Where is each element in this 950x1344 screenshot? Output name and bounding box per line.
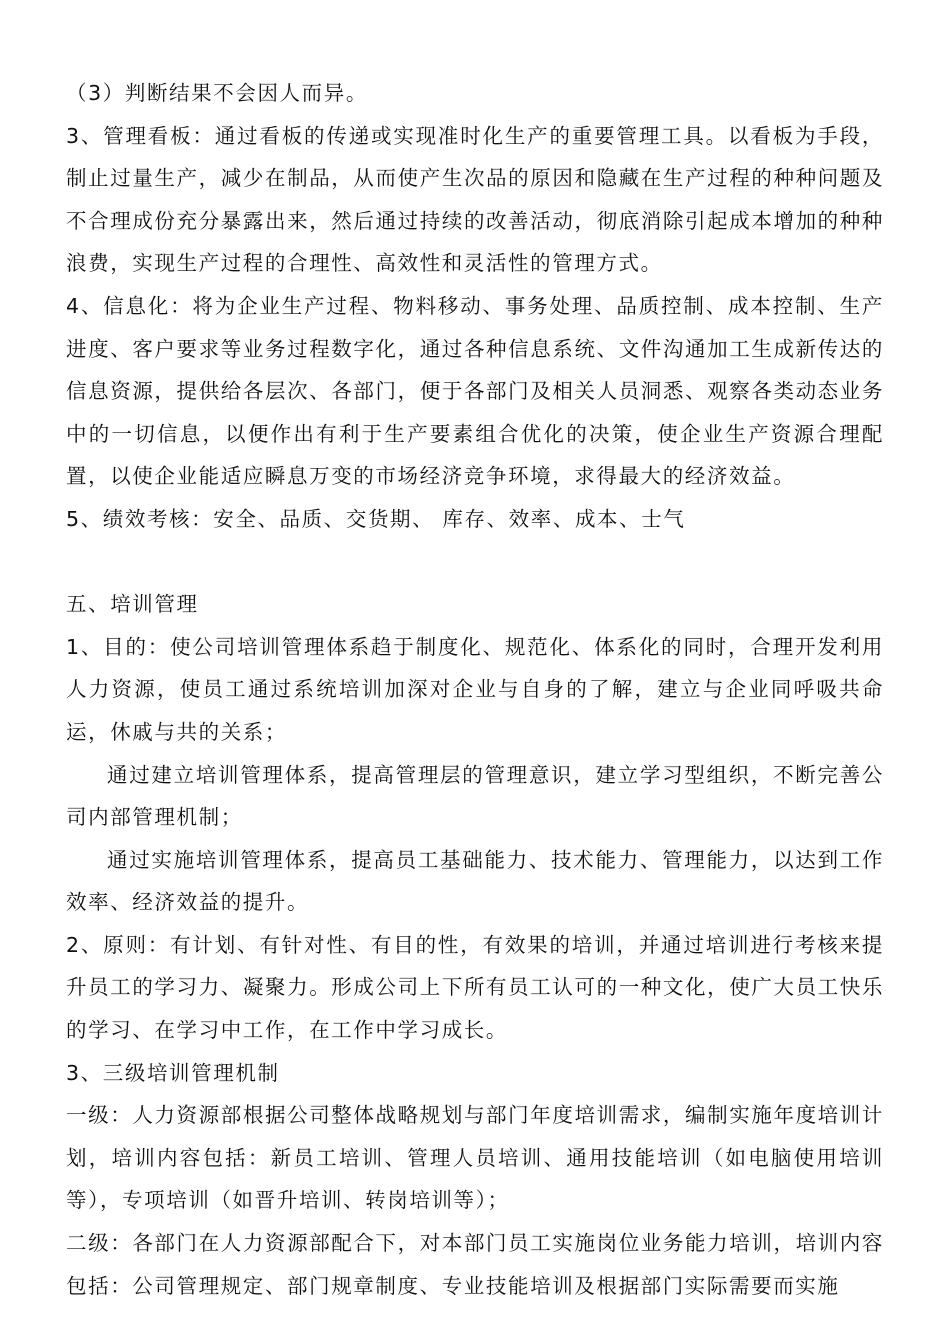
paragraph-training-principle: 2、原则：有计划、有针对性、有目的性，有效果的培训，并通过培训进行考核来提升员工的学习力、凝聚力。形成公司上下所有员工认可的一种文化，使广大员工快乐的学习、在学习中工作，在工作中学习成长。	[66, 932, 884, 1043]
paragraph-management-kanban: 3、管理看板：通过看板的传递或实现准时化生产的重要管理工具。以看板为手段，制止过量生产，减少在制品，从而使产生次品的原因和隐藏在生产过程的种种问题及不合理成份充分暴露出来，然后通过持续的改善活动，彻底消除引起成本增加的种种浪费，实现生产过程的合理性、高效性和灵活性的管理方式。	[66, 123, 884, 276]
paragraph-training-purpose: 1、目的：使公司培训管理体系趋于制度化、规范化、体系化的同时，合理开发利用人力资源，使员工通过系统培训加深对企业与自身的了解，建立与企业同呼吸共命运，休戚与共的关系；	[66, 634, 884, 744]
document-body	[66, 72, 884, 1307]
paragraph-performance-appraisal: 5、绩效考核：安全、品质、交货期、 库存、效率、成本、士气	[66, 506, 686, 531]
paragraph-informatization: 4、信息化：将为企业生产过程、物料移动、事务处理、品质控制、成本控制、生产进度、客户要求等业务过程数字化，通过各种信息系统、文件沟通加工生成新传达的信息资源，提供给各层次、各部门，便于各部门及相关人员洞悉、观察各类动态业务中的一切信息，以便作出有利于生产要素组合优化的决策，使企业生产资源合理配置，以使企业能适应瞬息万变的市场经济竞争环境，求得最大的经济效益。	[66, 293, 884, 489]
paragraph-training-system-employee: 通过实施培训管理体系，提高员工基础能力、技术能力、管理能力，以达到工作效率、经济效益的提升。	[66, 847, 884, 915]
paragraph-three-level-mechanism: 3、三级培训管理机制	[66, 1060, 280, 1085]
section-heading-training-management: 五、培训管理	[66, 592, 199, 617]
paragraph-training-system-management: 通过建立培训管理体系，提高管理层的管理意识，建立学习型组织，不断完善公司内部管理机制；	[66, 762, 884, 830]
blank-line	[66, 541, 884, 584]
paragraph-judgement-result: （3）判断结果不会因人而异。	[66, 81, 368, 105]
paragraph-level-two: 二级：各部门在人力资源部配合下，对本部门员工实施岗位业务能力培训，培训内容包括：公司管理规定、部门规章制度、专业技能培训及根据部门实际需要而实施	[66, 1231, 884, 1298]
paragraph-level-one: 一级：人力资源部根据公司整体战略规划与部门年度培训需求，编制实施年度培训计划，培训内容包括：新员工培训、管理人员培训、通用技能培训（如电脑使用培训等），专项培训（如晋升培训、转岗培训等）；	[66, 1103, 884, 1213]
